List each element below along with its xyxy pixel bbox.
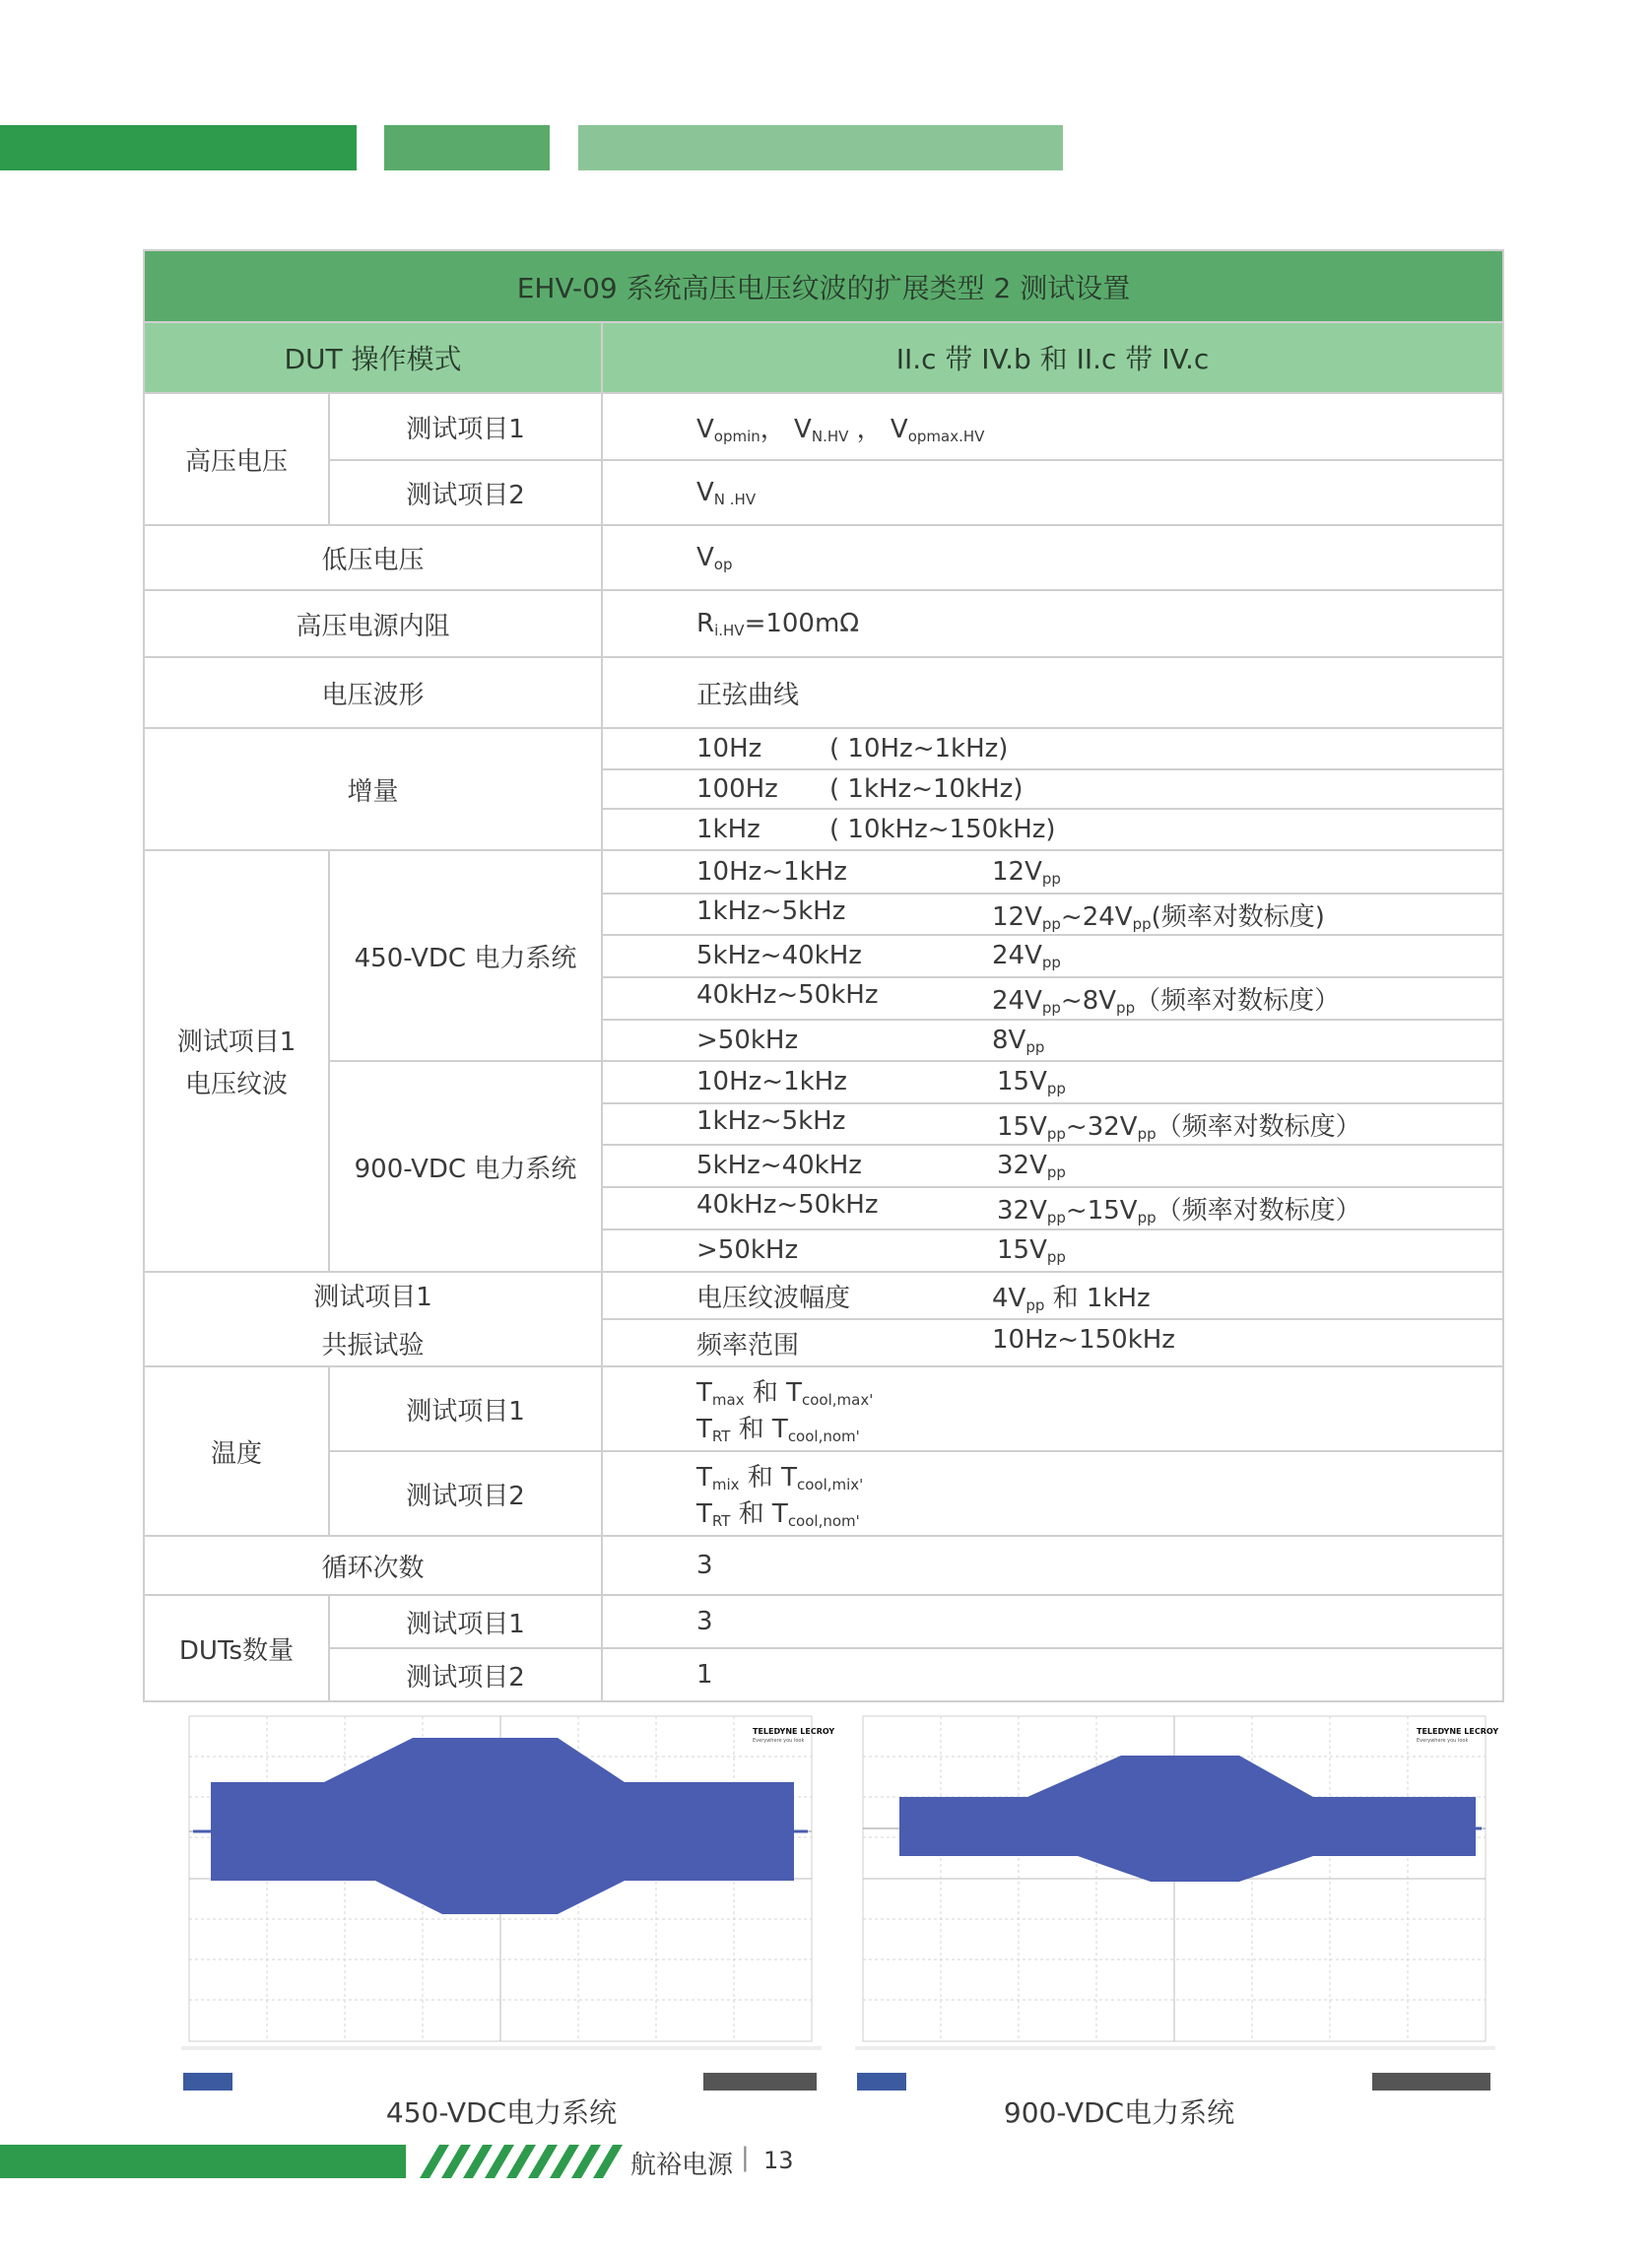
step-range: ( 10kHz~150kHz) (829, 815, 1056, 844)
ripple450-row (602, 1020, 1503, 1061)
ripple450-row (602, 894, 1503, 935)
freq-range: 10Hz~1kHz (696, 1067, 847, 1096)
ripple-label-line2: 电压纹波 (184, 1070, 288, 1099)
temp-item2-value (602, 1451, 1503, 1536)
hv-item1-label: 测试项目1 (329, 393, 602, 460)
footer-company: 航裕电源 (630, 2151, 734, 2180)
sys450-label: 450-VDC 电力系统 (329, 850, 602, 1061)
temp-line: $T_{mix}$ 和 $T_{cool,mix'}$ (696, 1463, 864, 1494)
hv-label: 高压电压 (144, 393, 329, 525)
temp-label: 温度 (144, 1366, 329, 1536)
ripple900-row (602, 1103, 1503, 1145)
freq-range: 5kHz~40kHz (696, 941, 862, 970)
resonance-label-line1: 测试项目1 (313, 1283, 432, 1312)
freq-range: 40kHz~50kHz (696, 1190, 879, 1220)
step-row (602, 809, 1503, 850)
footer-separator: | (741, 2143, 750, 2172)
temp-item1-value (602, 1366, 1503, 1451)
header-left: DUT 操作模式 (144, 322, 602, 393)
top-bar-light (578, 125, 1063, 170)
scope-tagline: Everywhere you look (1417, 1738, 1469, 1744)
temp-line: $T_{RT}$ 和 $T_{cool,nom'}$ (696, 1415, 860, 1445)
ripple900-row (602, 1145, 1503, 1187)
scope-brand: TELEDYNE LECROY (753, 1727, 835, 1736)
top-bar-dark (0, 125, 357, 170)
footer-bar (0, 2145, 406, 2178)
scope-screenshot-900 (855, 1716, 1499, 2095)
ripple900-row (602, 1061, 1503, 1103)
lv-label: 低压电压 (144, 525, 602, 590)
temp-item1-label: 测试项目1 (329, 1366, 602, 1451)
ripple-label (144, 850, 329, 1272)
sys900-label: 900-VDC 电力系统 (329, 1061, 602, 1272)
amplitude: $12V_{pp}$ (992, 856, 1061, 888)
amplitude: $15V_{pp}$ (997, 1235, 1066, 1266)
lv-value: $V_{op}$ (602, 525, 1503, 590)
freq-range: 5kHz~40kHz (696, 1151, 862, 1180)
waveform-value: 正弦曲线 (602, 657, 1503, 728)
resonance-label (144, 1272, 602, 1366)
step-label: 增量 (144, 728, 602, 850)
freq-range: 10Hz~1kHz (696, 856, 847, 887)
temp-item2-label: 测试项目2 (329, 1451, 602, 1536)
resonance-key: 电压纹波幅度 (696, 1283, 851, 1313)
header-right: II.c 带 IV.b 和 II.c 带 IV.c (602, 322, 1503, 393)
resonance-value: 10Hz~150kHz (992, 1324, 1175, 1355)
amplitude: $8V_{pp}$ (992, 1025, 1045, 1056)
amplitude: $24V_{pp}\sim 8V_{pp}$（频率对数标度） (992, 986, 1341, 1017)
ripple900-row (602, 1229, 1503, 1272)
freq-range: 1kHz~5kHz (696, 896, 846, 926)
ri-value: $R_{i.HV}=100m\Omega$ (602, 590, 1503, 657)
step-range: ( 1kHz~10kHz) (829, 774, 1024, 804)
freq-range: 40kHz~50kHz (696, 980, 879, 1010)
resonance-row (602, 1272, 1503, 1319)
hv-item2-label: 测试项目2 (329, 460, 602, 525)
ripple450-row (602, 935, 1503, 977)
amplitude: $12V_{pp}\sim 24V_{pp}$(频率对数标度) (992, 901, 1325, 933)
temp-line: $T_{RT}$ 和 $T_{cool,nom'}$ (696, 1499, 860, 1530)
cycles-value: 3 (602, 1536, 1503, 1595)
scope-screenshot-450 (181, 1716, 835, 2095)
scope-brand: TELEDYNE LECROY (1417, 1727, 1499, 1736)
duts-label: DUTs数量 (144, 1595, 329, 1701)
duts-item2-label: 测试项目2 (329, 1648, 602, 1701)
hv-item1-value: $V_{opmin}$， $V_{N.HV}$ ， $V_{opmax.HV}$ (602, 393, 1503, 460)
step-value: 100Hz (696, 774, 778, 804)
figure-caption-450: 450-VDC电力系统 (385, 2096, 618, 2129)
hv-item2-value: $V_{N .HV}$ (602, 460, 1503, 525)
amplitude: $15V_{pp}\sim 32V_{pp}$（频率对数标度） (997, 1111, 1361, 1143)
ripple-label-line1: 测试项目1 (176, 1028, 297, 1057)
amplitude: $15V_{pp}$ (997, 1067, 1066, 1097)
duts-item1-value: 3 (602, 1595, 1503, 1648)
amplitude: $32V_{pp}$ (997, 1151, 1066, 1181)
ri-label: 高压电源内阻 (144, 590, 602, 657)
temp-line: $T_{max}$ 和 $T_{cool,max'}$ (696, 1378, 874, 1409)
scope-figure-900 (855, 1716, 1499, 2095)
freq-range: >50kHz (696, 1235, 799, 1265)
cycles-label: 循环次数 (144, 1536, 602, 1595)
resonance-value: $4V_{pp}$ 和 1kHz (992, 1283, 1151, 1314)
step-row (602, 769, 1503, 809)
page-number: 13 (763, 2147, 794, 2174)
scope-tagline: Everywhere you look (753, 1738, 805, 1744)
step-value: 10Hz (696, 734, 762, 763)
ripple450-row (602, 977, 1503, 1020)
top-bar-mid (384, 125, 550, 170)
resonance-label-line2: 共振试验 (321, 1331, 425, 1361)
waveform-label: 电压波形 (144, 657, 602, 728)
step-value: 1kHz (696, 815, 760, 844)
test-setup-table (143, 249, 1504, 1702)
step-range: ( 10Hz~1kHz) (829, 734, 1009, 763)
ripple900-row (602, 1187, 1503, 1229)
freq-range: 1kHz~5kHz (696, 1105, 846, 1136)
scope-figure-450 (181, 1716, 835, 2095)
amplitude: $24V_{pp}$ (992, 941, 1061, 971)
duts-item1-label: 测试项目1 (329, 1595, 602, 1648)
ripple450-row (602, 850, 1503, 894)
resonance-row (602, 1319, 1503, 1366)
freq-range: >50kHz (696, 1025, 799, 1055)
amplitude: $32V_{pp}\sim 15V_{pp}$（频率对数标度） (997, 1196, 1361, 1227)
duts-item2-value: 1 (602, 1648, 1503, 1701)
figure-caption-900: 900-VDC电力系统 (1003, 2096, 1235, 2129)
footer-stripes (406, 2145, 632, 2178)
table-title: EHV-09 系统高压电压纹波的扩展类型 2 测试设置 (144, 250, 1503, 322)
resonance-key: 频率范围 (696, 1330, 800, 1361)
step-row (602, 728, 1503, 769)
